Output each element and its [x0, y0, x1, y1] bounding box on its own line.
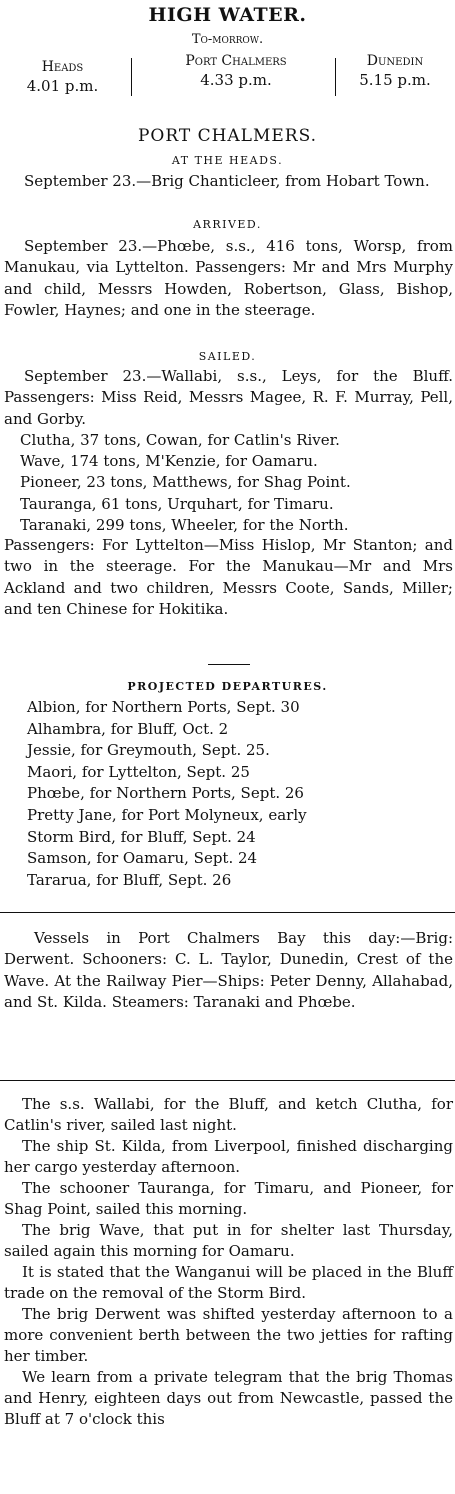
news-item: The ship St. Kilda, from Liverpool, finished discharging her cargo yesterday afternoon.	[4, 1137, 453, 1176]
sailed-vessel: Clutha, 37 tons, Cowan, for Catlin's River.	[20, 431, 340, 449]
departure-item: Maori, for Lyttelton, Sept. 25	[27, 762, 250, 781]
departure-item: Pretty Jane, for Port Molyneux, early	[27, 805, 307, 824]
departure-item: Albion, for Northern Ports, Sept. 30	[27, 698, 300, 716]
tide-place: Heads	[41, 59, 84, 75]
tide-time: 4.01 p.m.	[26, 77, 99, 95]
sailed-vessel: Taranaki, 299 tons, Wheeler, for the North.	[20, 515, 349, 534]
tide-divider	[335, 58, 336, 96]
tide-heads	[0, 58, 125, 96]
sailed-label: SAILED.	[198, 350, 257, 363]
tide-time: 5.15 p.m.	[359, 71, 431, 89]
departure-item: Tararua, for Bluff, Sept. 26	[27, 870, 232, 889]
vessels-in-bay: Vessels in Port Chalmers Bay this day:—Brig: Derwent. Schooners: C. L. Taylor, Dunedin, Crest of the Wave. At the Railway Pier—Ships: Peter Denny, Allahabad, and St. Kilda. Steamers: Taranaki and Phœbe.	[4, 929, 453, 1011]
tide-dunedin	[340, 52, 450, 90]
news-item: The s.s. Wallabi, for the Bluff, and ketch Clutha, for Catlin's river, sailed last night.	[4, 1095, 453, 1134]
news-item: We learn from a private telegram that the brig Thomas and Henry, eighteen days out from Newcastle, passed the Bluff at 7 o'clock this	[4, 1368, 453, 1428]
news-item: The brig Wave, that put in for shelter last Thursday, sailed again this morning for Oamaru.	[4, 1221, 453, 1260]
shipping-news	[4, 1094, 453, 1430]
sailed-vessel: Wave, 174 tons, M'Kenzie, for Oamaru.	[20, 452, 318, 471]
tide-place: Port Chalmers	[185, 53, 287, 69]
sailed-vessels	[20, 430, 440, 536]
section-rule	[0, 1080, 455, 1081]
sailed-vessel: Pioneer, 23 tons, Matthews, for Shag Point.	[20, 473, 351, 492]
tide-place: Dunedin	[366, 53, 424, 69]
projected-departures-label: PROJECTED DEPARTURES.	[127, 680, 328, 693]
tide-port-chalmers	[136, 52, 336, 90]
departure-item: Samson, for Oamaru, Sept. 24	[27, 849, 258, 868]
section-rule	[208, 664, 250, 665]
departure-item: Alhambra, for Bluff, Oct. 2	[27, 719, 229, 738]
at-heads-label: AT THE HEADS.	[171, 154, 284, 167]
at-heads-text: September 23.—Brig Chanticleer, from Hobart Town.	[24, 172, 430, 190]
section-rule	[0, 912, 455, 913]
departure-item: Phœbe, for Northern Ports, Sept. 26	[27, 784, 304, 803]
port-chalmers-heading: PORT CHALMERS.	[137, 126, 318, 146]
sailed-passengers: Passengers: For Lyttelton—Miss Hislop, Mr Stanton; and two in the steerage. For the Manukau—Mr and Mrs Ackland and two children, Messrs Coote, Sands, Miller; and ten Chinese for Hokitika.	[4, 536, 453, 618]
departure-item: Jessie, for Greymouth, Sept. 25.	[27, 741, 270, 760]
news-item: It is stated that the Wanganui will be placed in the Bluff trade on the removal of the Storm Bird.	[4, 1263, 453, 1302]
arrived-label: ARRIVED.	[193, 218, 262, 231]
sailed-text: September 23.—Wallabi, s.s., Leys, for the Bluff. Passengers: Miss Reid, Messrs Magee, R. F. Murray, Pell, and Gorby.	[4, 367, 453, 428]
tide-divider	[131, 58, 132, 96]
tide-time: 4.33 p.m.	[200, 71, 272, 89]
tomorrow-label: To-morrow.	[191, 32, 264, 47]
projected-departures-list	[27, 697, 447, 891]
departure-item: Storm Bird, for Bluff, Sept. 24	[27, 827, 256, 846]
arrived-text: September 23.—Phœbe, s.s., 416 tons, Worsp, from Manukau, via Lyttelton. Passengers: Mr and Mrs Murphy and child, Messrs Howden, Robertson, Glass, Bishop, Fowler, Haynes; and one in the steerage.	[4, 237, 453, 319]
high-water-heading: HIGH WATER.	[148, 4, 307, 26]
news-item: The brig Derwent was shifted yesterday afternoon to a more convenient berth between the two jetties for rafting her timber.	[4, 1305, 453, 1365]
news-item: The schooner Tauranga, for Timaru, and Pioneer, for Shag Point, sailed this morning.	[4, 1179, 453, 1218]
sailed-vessel: Tauranga, 61 tons, Urquhart, for Timaru.	[20, 494, 334, 513]
tide-table	[0, 48, 455, 100]
